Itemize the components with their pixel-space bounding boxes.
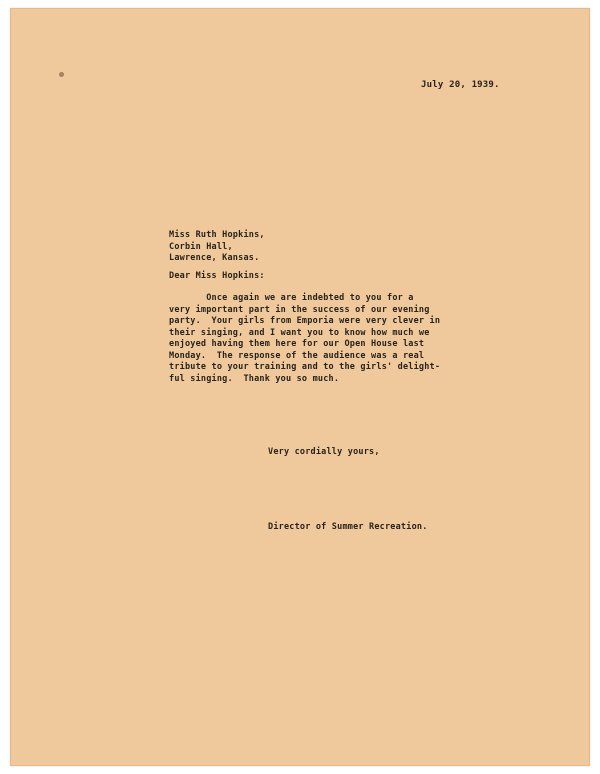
letter-page [10,8,590,766]
recipient-city: Lawrence, Kansas. [169,253,260,263]
body-line: tribute to your training and to the girls' delight- [169,362,441,372]
body-line: enjoyed having them here for our Open House last [169,339,425,349]
body-line: party. Your girls from Emporia were very clever in [169,316,441,326]
letter-body [169,293,440,385]
recipient-name: Miss Ruth Hopkins, [169,230,265,240]
body-line: Once again we are indebted to you for a [169,293,414,303]
letter-date: July 20, 1939. [421,80,500,90]
signature-title: Director of Summer Recreation. [268,522,428,532]
salutation: Dear Miss Hopkins: [169,271,265,281]
punch-hole [59,72,64,77]
body-line: very important part in the success of our evening [169,304,430,315]
complimentary-closing: Very cordially yours, [268,447,380,457]
recipient-address [169,230,265,265]
body-line: Monday. The response of the audience was a real [169,350,425,361]
body-line: their singing, and I want you to know how much we [169,327,430,338]
recipient-building: Corbin Hall, [169,241,233,252]
body-line: ful singing. Thank you so much. [169,373,340,384]
